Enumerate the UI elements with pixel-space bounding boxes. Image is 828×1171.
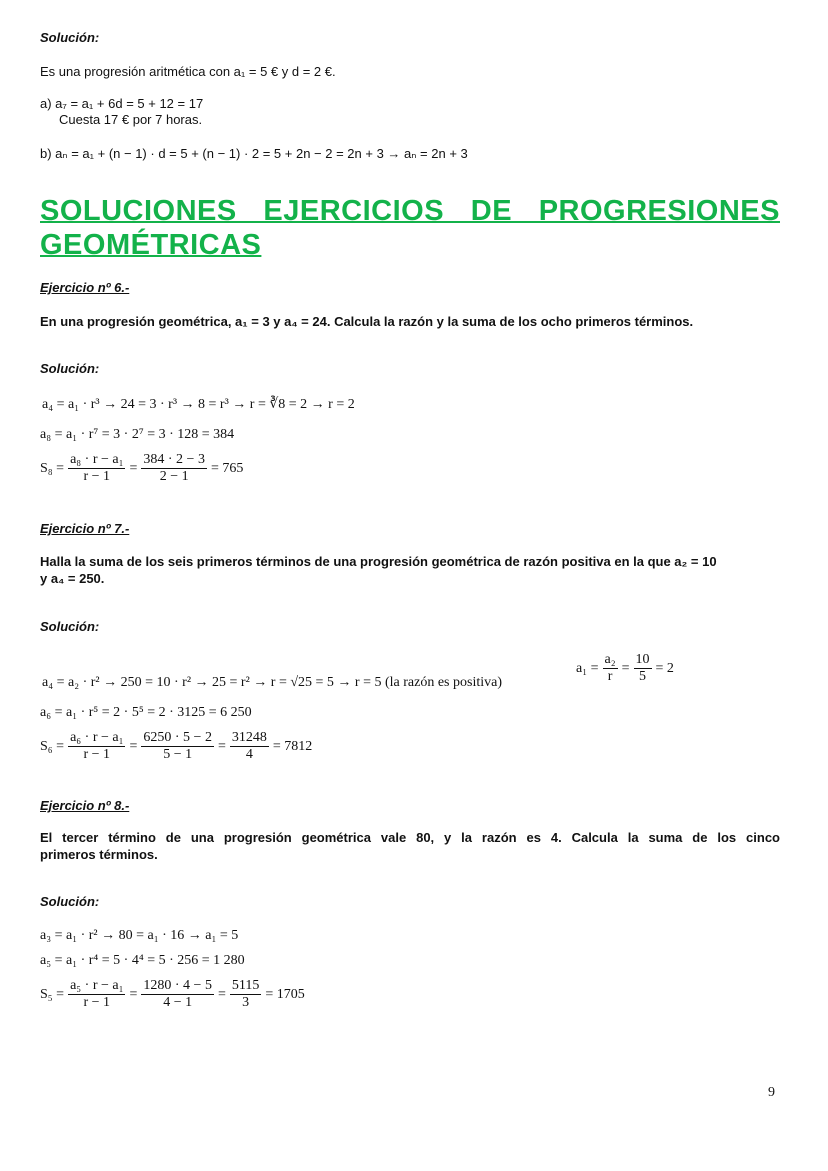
ex8-frac1-den: r − 1 [83,995,111,1010]
ex7-side-eq: = [621,660,630,676]
ex6-result: = 765 [210,460,244,476]
ex6-line2: a₈ = a₁ · r⁷ = 3 · 2⁷ = 3 · 128 = 384 [40,427,235,442]
prev-solucion-label: Solución: [40,30,100,45]
ex7-frac1-den: r − 1 [83,747,111,762]
ex8-result: = 1705 [265,986,305,1002]
ex8-title: Ejercicio nº 8.- [40,798,130,813]
ex6-title: Ejercicio nº 6.- [40,280,130,295]
ex7-sum-lhs: S₆ = [40,738,65,754]
ex6-sum-lhs: S₈ = [40,460,65,476]
ex8-frac1-num: a₅ · r − a₁ [70,978,124,993]
ex8-eq2: = [217,986,226,1002]
ex6-solucion-label: Solución: [40,361,100,376]
prev-a-line2: Cuesta 17 € por 7 horas. [59,112,203,127]
ex7-side-frac1-num: a₂ [604,652,616,667]
ex7-side-frac1 [603,652,618,685]
page-number: 9 [768,1085,775,1100]
ex7-title: Ejercicio nº 7.- [40,521,130,536]
section-heading-line1: SOLUCIONES EJERCICIOS DE PROGRESIONES [40,195,780,227]
ex8-sum-frac2 [141,978,214,1011]
ex6-sum-equation [40,452,243,485]
ex8-sum-frac3 [230,978,261,1011]
ex7-result: = 7812 [272,738,313,754]
ex6-sum-frac2 [141,452,207,485]
ex7-side-equation [576,652,674,685]
section-heading-line2: GEOMÉTRICAS [40,229,262,261]
ex6-statement: En una progresión geométrica, a₁ = 3 y a₄ = 24. Calcula la razón y la suma de los ocho primeros términos. [40,314,694,329]
ex7-line1: a₄ = a₂ · r² → 250 = 10 · r² → 25 = r² → r = √25 = 5 → r = 5 (la razón es positiva) [42,675,502,690]
ex8-frac3-num: 5115 [231,978,260,993]
ex8-line2: a₅ = a₁ · r⁴ = 5 · 4⁴ = 5 · 256 = 1 280 [40,953,245,968]
prev-a-line1: a) a₇ = a₁ + 6d = 5 + 12 = 17 [40,96,204,111]
ex8-frac2-num: 1280 · 4 − 5 [143,978,212,993]
ex6-eq: = [129,460,138,476]
ex7-side-frac2 [634,652,652,685]
ex7-sum-equation [40,730,312,763]
ex7-side-frac1-den: r [607,669,613,684]
ex6-frac1-den: r − 1 [83,469,111,484]
ex8-eq1: = [129,986,138,1002]
ex8-statement2: primeros términos. [40,847,158,862]
ex6-frac1-num: a₈ · r − a₁ [70,452,124,467]
ex7-frac3-num: 31248 [231,730,267,745]
ex7-sum-frac2 [141,730,214,763]
ex7-frac1-num: a₆ · r − a₁ [70,730,124,745]
ex7-sum-frac1 [68,730,125,763]
ex7-side-lhs: a₁ = [576,660,599,676]
ex7-statement1: Halla la suma de los seis primeros términos de una progresión geométrica de razón positiva en la que a₂ = 10 [40,554,717,569]
ex6-frac2-num: 384 · 2 − 3 [143,452,205,467]
ex7-solucion-label: Solución: [40,619,100,634]
ex8-sum-lhs: S₅ = [40,986,65,1002]
ex8-solucion-label: Solución: [40,894,100,909]
ex8-statement1: El tercer término de una progresión geométrica vale 80, y la razón es 4. Calcula la suma de los cinco [40,830,780,845]
ex8-frac2-den: 4 − 1 [163,995,193,1010]
ex7-frac2-num: 6250 · 5 − 2 [143,730,212,745]
ex7-side-frac2-den: 5 [639,669,647,684]
ex7-sum-frac3 [230,730,269,763]
ex8-sum-frac1 [68,978,125,1011]
ex8-line1: a₃ = a₁ · r² → 80 = a₁ · 16 → a₁ = 5 [40,928,239,943]
ex6-frac2-den: 2 − 1 [159,469,189,484]
ex6-sum-frac1 [68,452,125,485]
ex7-line2: a₆ = a₁ · r⁵ = 2 · 5⁵ = 2 · 3125 = 6 250 [40,705,252,720]
prev-intro: Es una progresión aritmética con a₁ = 5 € y d = 2 €. [40,64,336,79]
ex7-frac3-den: 4 [245,747,253,762]
ex7-eq2: = [217,738,226,754]
ex6-line1: a₄ = a₁ · r³ → 24 = 3 · r³ → 8 = r³ → r = ∛8 = 2 → r = 2 [42,397,355,412]
ex7-frac2-den: 5 − 1 [163,747,193,762]
ex7-statement2: y a₄ = 250. [40,571,105,586]
ex7-eq1: = [129,738,138,754]
ex8-frac3-den: 3 [242,995,250,1010]
ex7-side-frac2-num: 10 [635,652,650,667]
ex7-side-result: = 2 [655,660,674,676]
ex8-sum-equation [40,978,305,1011]
prev-b-line: b) aₙ = a₁ + (n − 1) · d = 5 + (n − 1) · 2 = 5 + 2n − 2 = 2n + 3 → aₙ = 2n + 3 [40,146,468,161]
